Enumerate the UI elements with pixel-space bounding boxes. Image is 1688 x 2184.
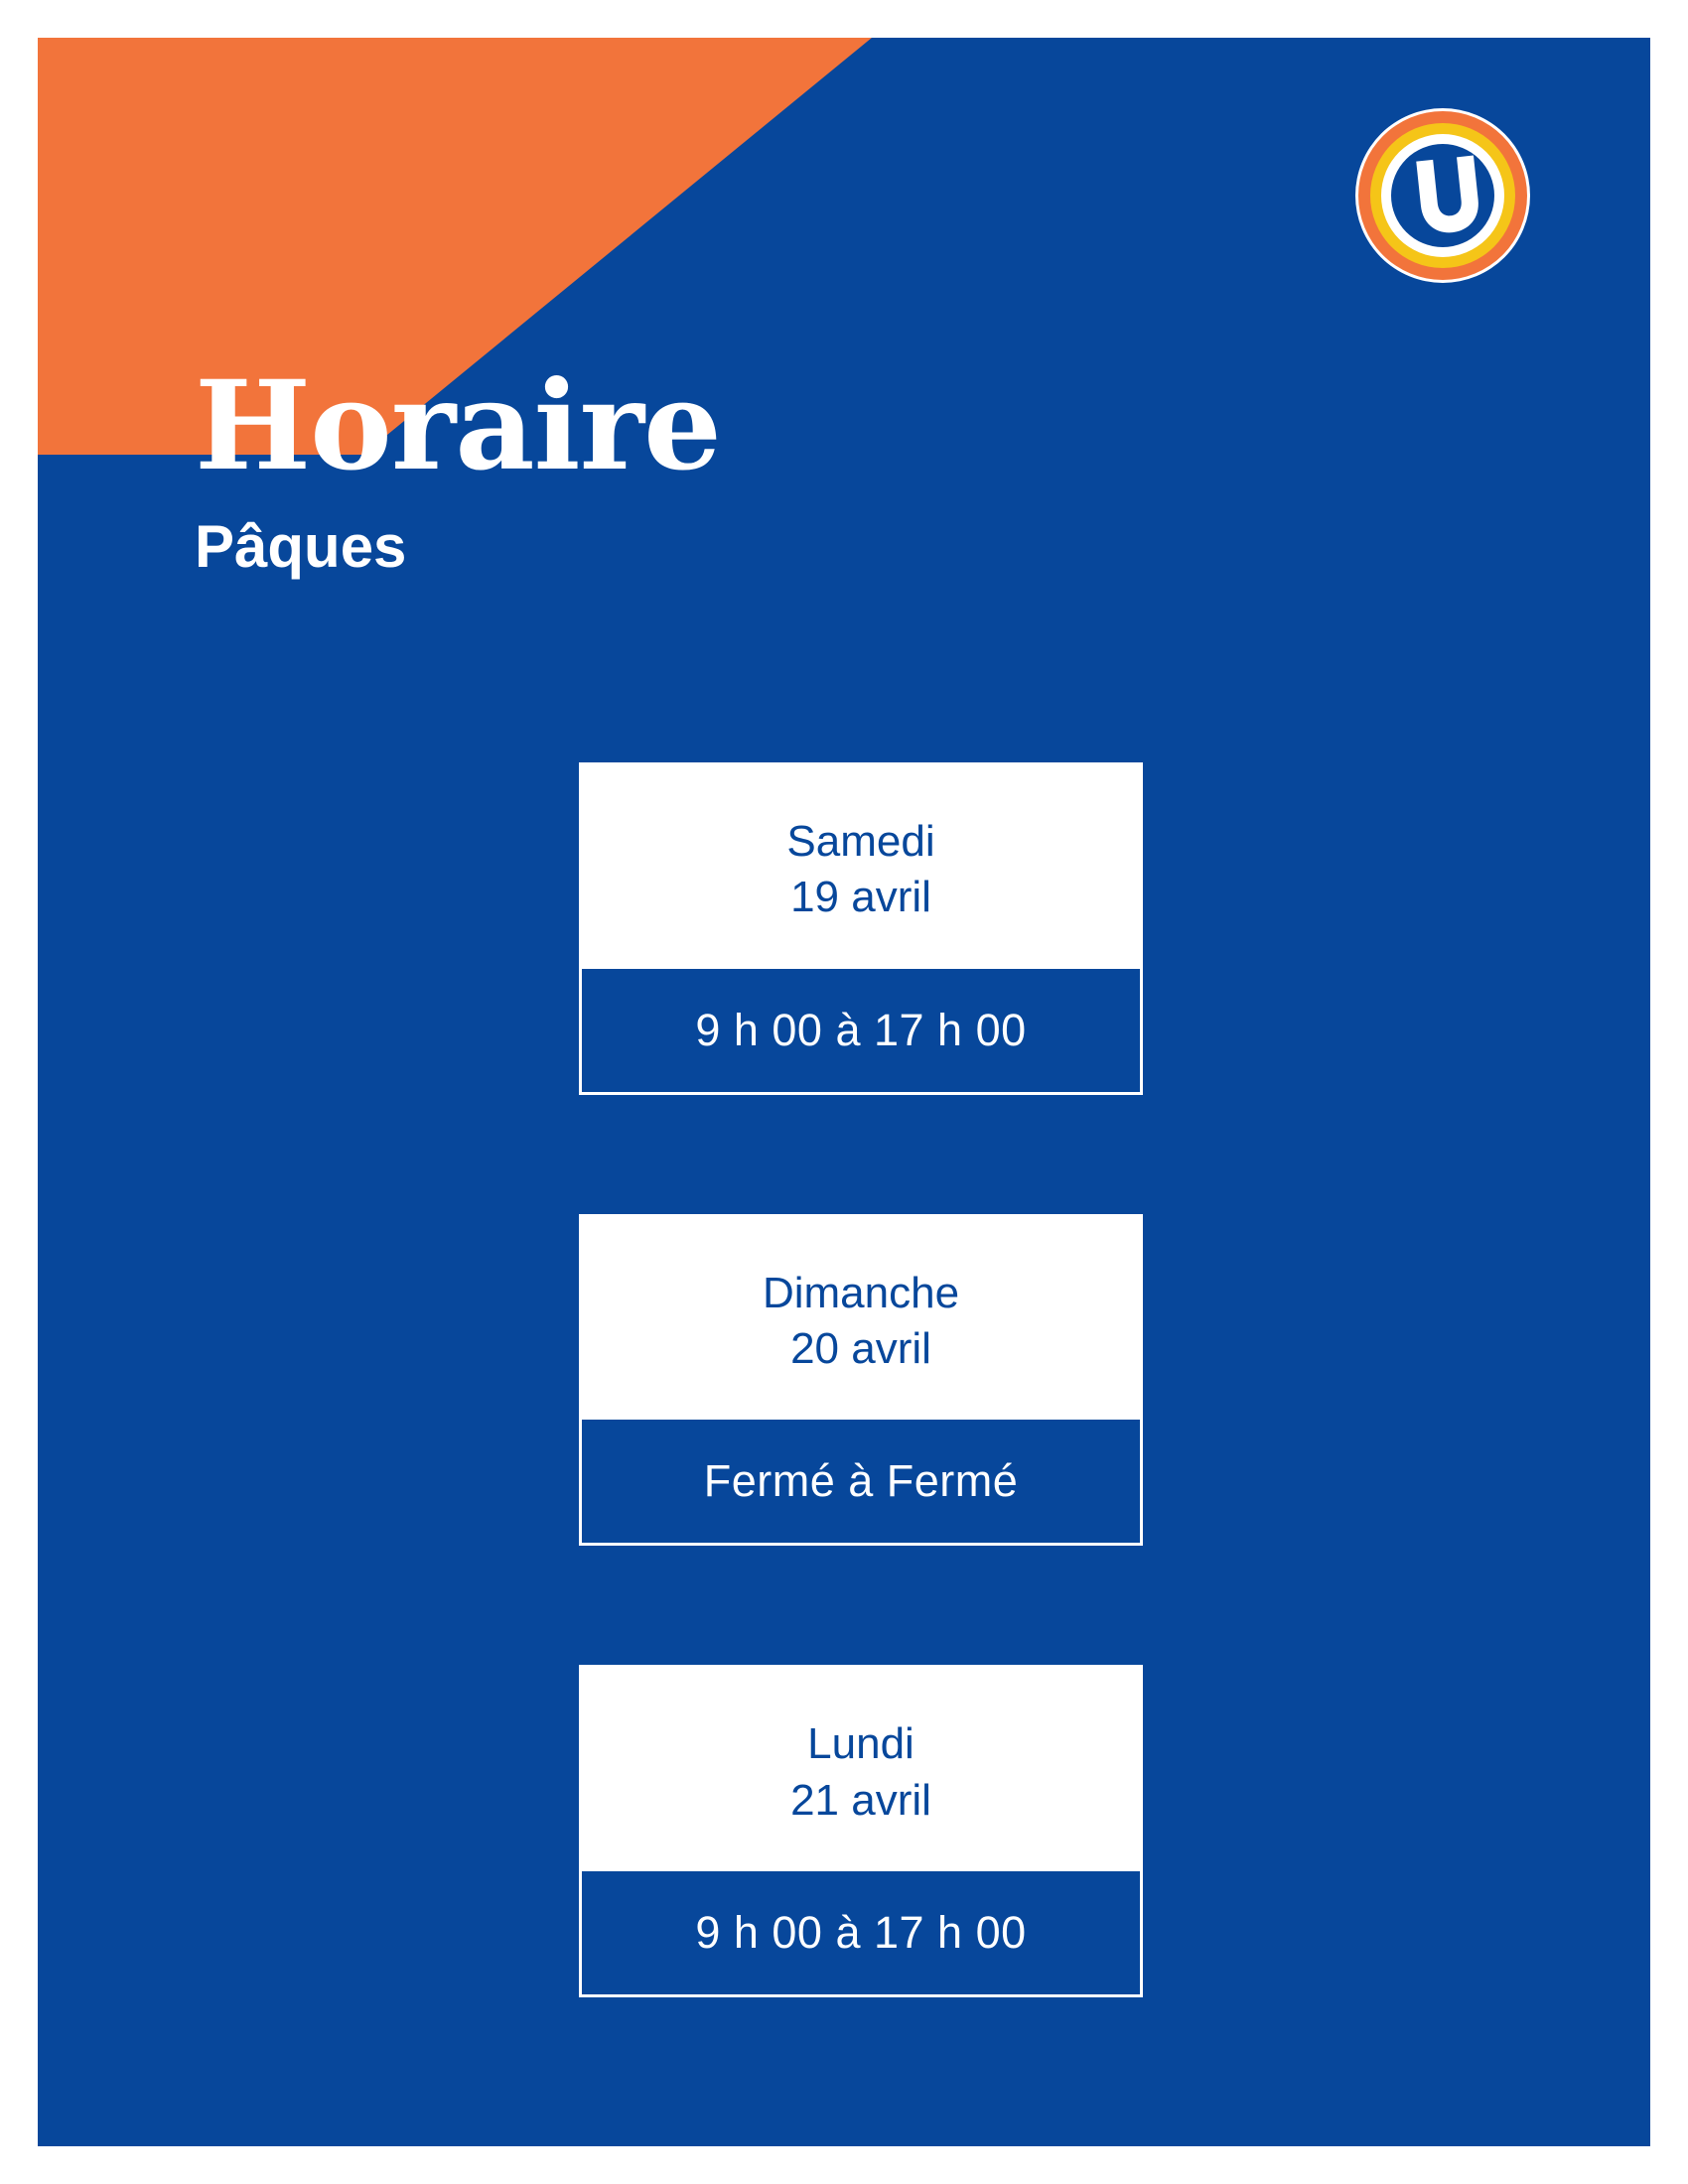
page-title: Horaire xyxy=(195,354,721,498)
page-subtitle: Pâques xyxy=(195,513,407,580)
schedule-day-date: 21 avril xyxy=(790,1775,931,1825)
schedule-card-hours: 9 h 00 à 17 h 00 xyxy=(579,966,1143,1095)
schedule-card xyxy=(579,1665,1143,1997)
u-logo-icon xyxy=(1352,105,1533,286)
schedule-day-date: 19 avril xyxy=(790,873,931,922)
schedule-card-hours: Fermé à Fermé xyxy=(579,1417,1143,1546)
schedule-day-name: Dimanche xyxy=(762,1268,960,1317)
schedule-day-date: 20 avril xyxy=(790,1323,931,1373)
schedule-card-day xyxy=(579,1214,1143,1418)
schedule-poster xyxy=(38,38,1650,2146)
schedule-day-name: Lundi xyxy=(807,1719,914,1769)
schedule-card-day xyxy=(579,1665,1143,1868)
title-block xyxy=(195,354,1088,580)
schedule-day-name: Samedi xyxy=(786,817,935,866)
schedule-card xyxy=(579,1214,1143,1547)
schedule-card xyxy=(579,762,1143,1095)
schedule-list xyxy=(579,762,1145,1997)
schedule-card-hours: 9 h 00 à 17 h 00 xyxy=(579,1868,1143,1997)
schedule-card-day xyxy=(579,762,1143,966)
